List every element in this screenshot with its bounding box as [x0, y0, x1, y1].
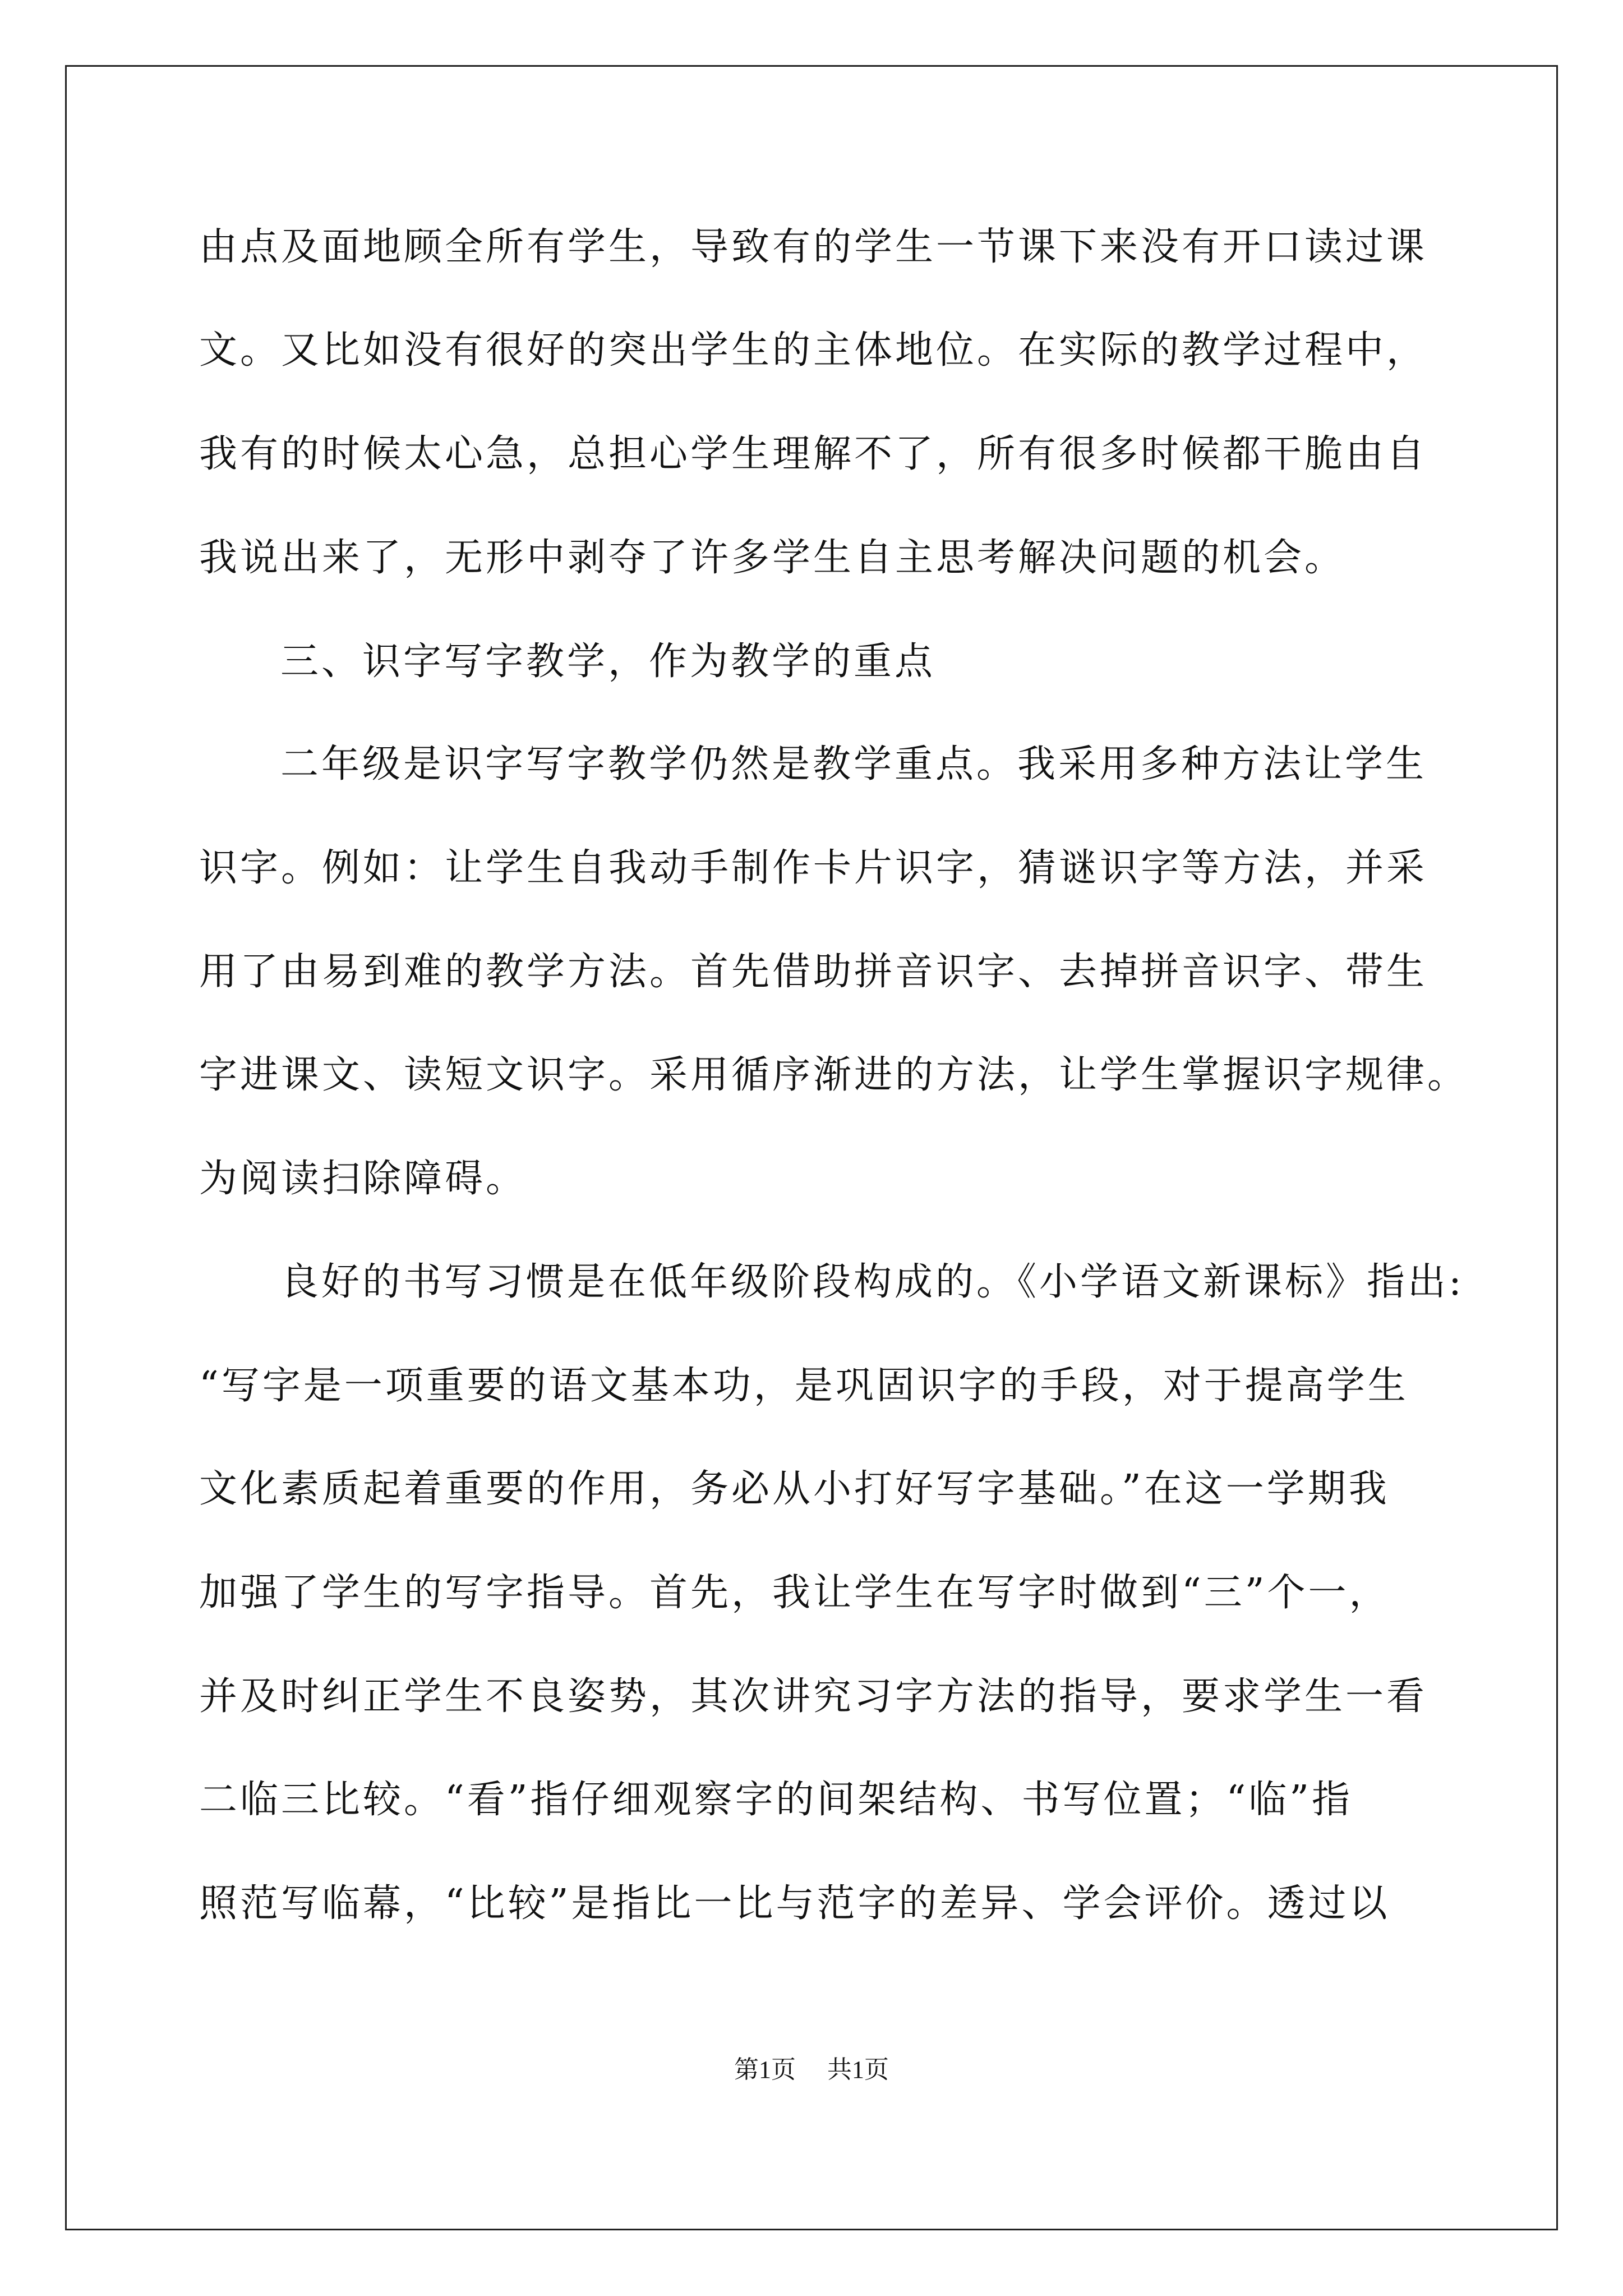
- page-number: 第1页: [734, 2056, 796, 2083]
- paragraph-line-9: 字进课文、读短文识字。采用循序渐进的方法，让学生掌握识字规律。: [199, 1053, 1469, 1097]
- paragraph-line-10: 为阅读扫除障碍。: [199, 1157, 527, 1201]
- paragraph-line-17: 照范写临幕，“比较”是指比一比与范字的差异、学会评价。透过以: [199, 1881, 1390, 1926]
- paragraph-line-2: 文。又比如没有很好的突出学生的主体地位。在实际的教学过程中，: [199, 328, 1428, 372]
- paragraph-line-4: 我说出来了，无形中剥夺了许多学生自主思考解决问题的机会。: [199, 536, 1346, 580]
- page-total: 共1页: [827, 2056, 889, 2083]
- paragraph-line-1: 由点及面地顾全所有学生，导致有的学生一节课下来没有开口读过课: [199, 225, 1428, 269]
- paragraph-line-14: 加强了学生的写字指导。首先，我让学生在写字时做到“三”个一，: [199, 1571, 1390, 1615]
- paragraph-line-13: 文化素质起着重要的作用，务必从小打好写字基础。”在这一学期我: [199, 1467, 1390, 1511]
- paragraph-line-11: 良好的书写习惯是在低年级阶段构成的。《小学语文新课标》指出:: [280, 1260, 1464, 1304]
- paragraph-line-3: 我有的时候太心急，总担心学生理解不了，所有很多时候都干脆由自: [199, 432, 1428, 476]
- paragraph-line-12: “写字是一项重要的语文基本功，是巩固识字的手段，对于提高学生: [199, 1364, 1409, 1408]
- section-heading: 三、识字写字教学，作为教学的重点: [280, 639, 936, 684]
- paragraph-line-8: 用了由易到难的教学方法。首先借助拼音识字、去掉拼音识字、带生: [199, 950, 1428, 994]
- paragraph-line-7: 识字。例如：让学生自我动手制作卡片识字，猜谜识字等方法，并采: [199, 846, 1428, 890]
- paragraph-line-16: 二临三比较。“看”指仔细观察字的间架结构、书写位置；“临”指: [199, 1778, 1353, 1822]
- page-footer: [0, 2053, 1623, 2087]
- paragraph-line-15: 并及时纠正学生不良姿势，其次讲究习字方法的指导，要求学生一看: [199, 1674, 1428, 1719]
- paragraph-line-6: 二年级是识字写字教学仍然是教学重点。我采用多种方法让学生: [280, 742, 1427, 786]
